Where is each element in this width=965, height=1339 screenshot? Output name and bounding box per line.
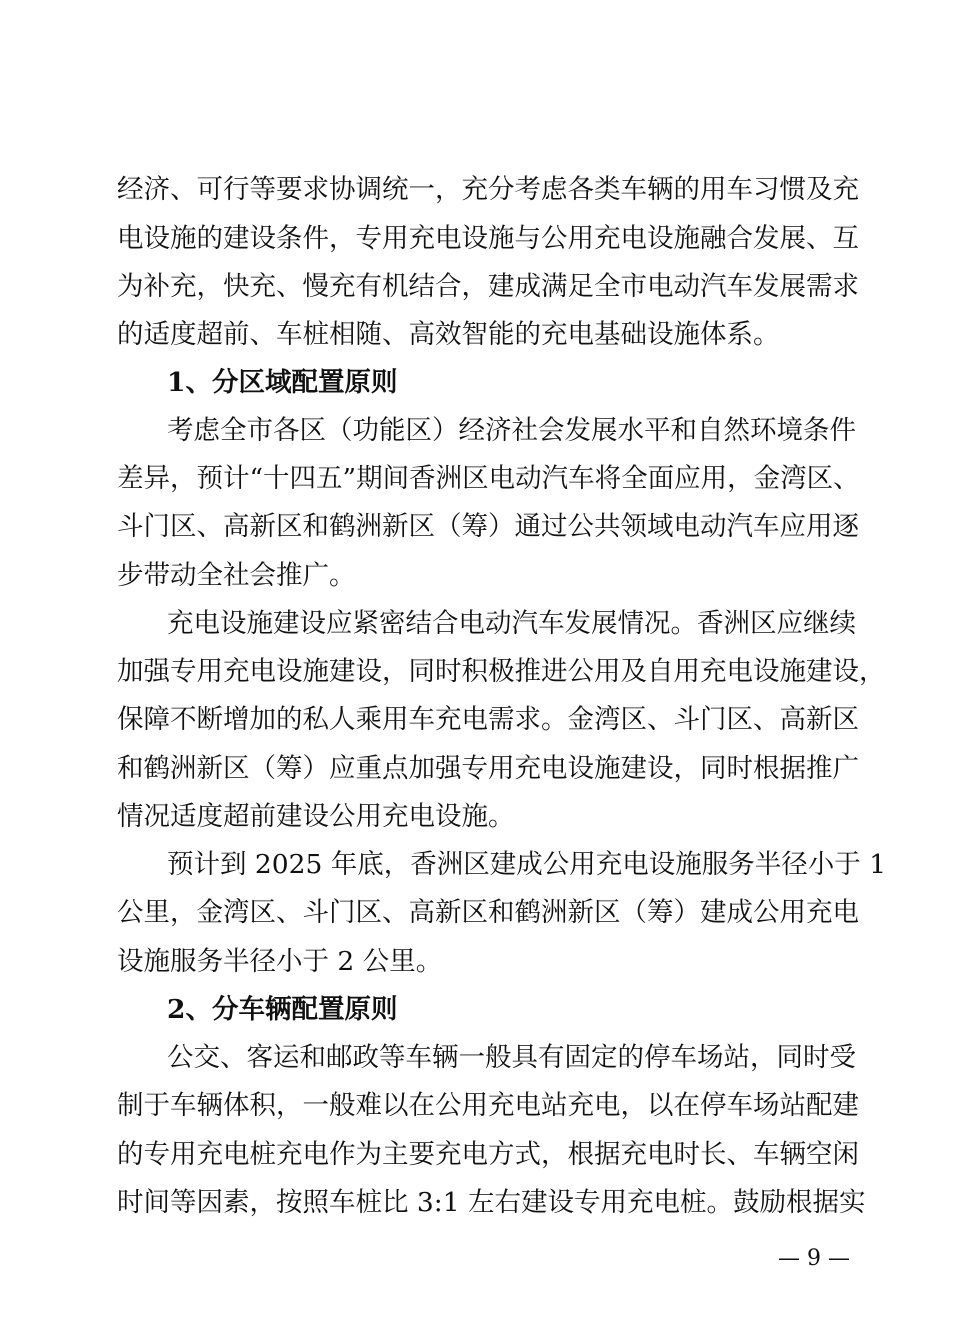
paragraph-line: 差异，预计“十四五”期间香洲区电动汽车将全面应用，金湾区、 [117,463,860,494]
paragraph-line: 斗门区、高新区和鹤洲新区（筹）通过公共领域电动汽车应用逐 [117,511,859,542]
paragraph-line: 经济、可行等要求协调统一，充分考虑各类车辆的用车习惯及充 [117,174,859,205]
paragraph-line: 和鹤洲新区（筹）应重点加强专用充电设施建设，同时根据推广 [117,753,859,784]
paragraph-line: 公交、客运和邮政等车辆一般具有固定的停车场站，同时受 [167,1042,856,1073]
paragraph-line: 时间等因素，按照车桩比 3:1 左右建设专用充电桩。鼓励根据实 [117,1187,866,1218]
paragraph-line: 充电设施建设应紧密结合电动汽车发展情况。香洲区应继续 [167,608,856,639]
paragraph-line: 为补充，快充、慢充有机结合，建成满足全市电动汽车发展需求 [117,271,859,302]
section-heading: 2、分车辆配置原则 [167,994,398,1025]
paragraph-line: 设施服务半径小于 2 公里。 [117,946,443,977]
paragraph-line: 制于车辆体积，一般难以在公用充电站充电，以在停车场站配建 [117,1090,859,1121]
paragraph-line: 的适度超前、车桩相随、高效智能的充电基础设施体系。 [117,319,780,350]
paragraph-line: 公里，金湾区、斗门区、高新区和鹤洲新区（筹）建成公用充电 [117,897,859,928]
paragraph-line: 考虑全市各区（功能区）经济社会发展水平和自然环境条件 [167,415,856,446]
paragraph-line: 加强专用充电设施建设，同时积极推进公用及自用充电设施建设， [117,656,886,687]
section-heading: 1、分区域配置原则 [167,367,398,398]
page-number: — 9 — [778,1246,850,1271]
paragraph-line: 步带动全社会推广。 [117,560,356,591]
paragraph-line: 预计到 2025 年底，香洲区建成公用充电设施服务半径小于 1 [167,849,887,880]
paragraph-line: 情况适度超前建设公用充电设施。 [117,801,515,832]
paragraph-line: 保障不断增加的私人乘用车充电需求。金湾区、斗门区、高新区 [117,704,859,735]
paragraph-line: 的专用充电桩充电作为主要充电方式，根据充电时长、车辆空闲 [117,1139,859,1170]
paragraph-line: 电设施的建设条件，专用充电设施与公用充电设施融合发展、互 [117,223,859,254]
